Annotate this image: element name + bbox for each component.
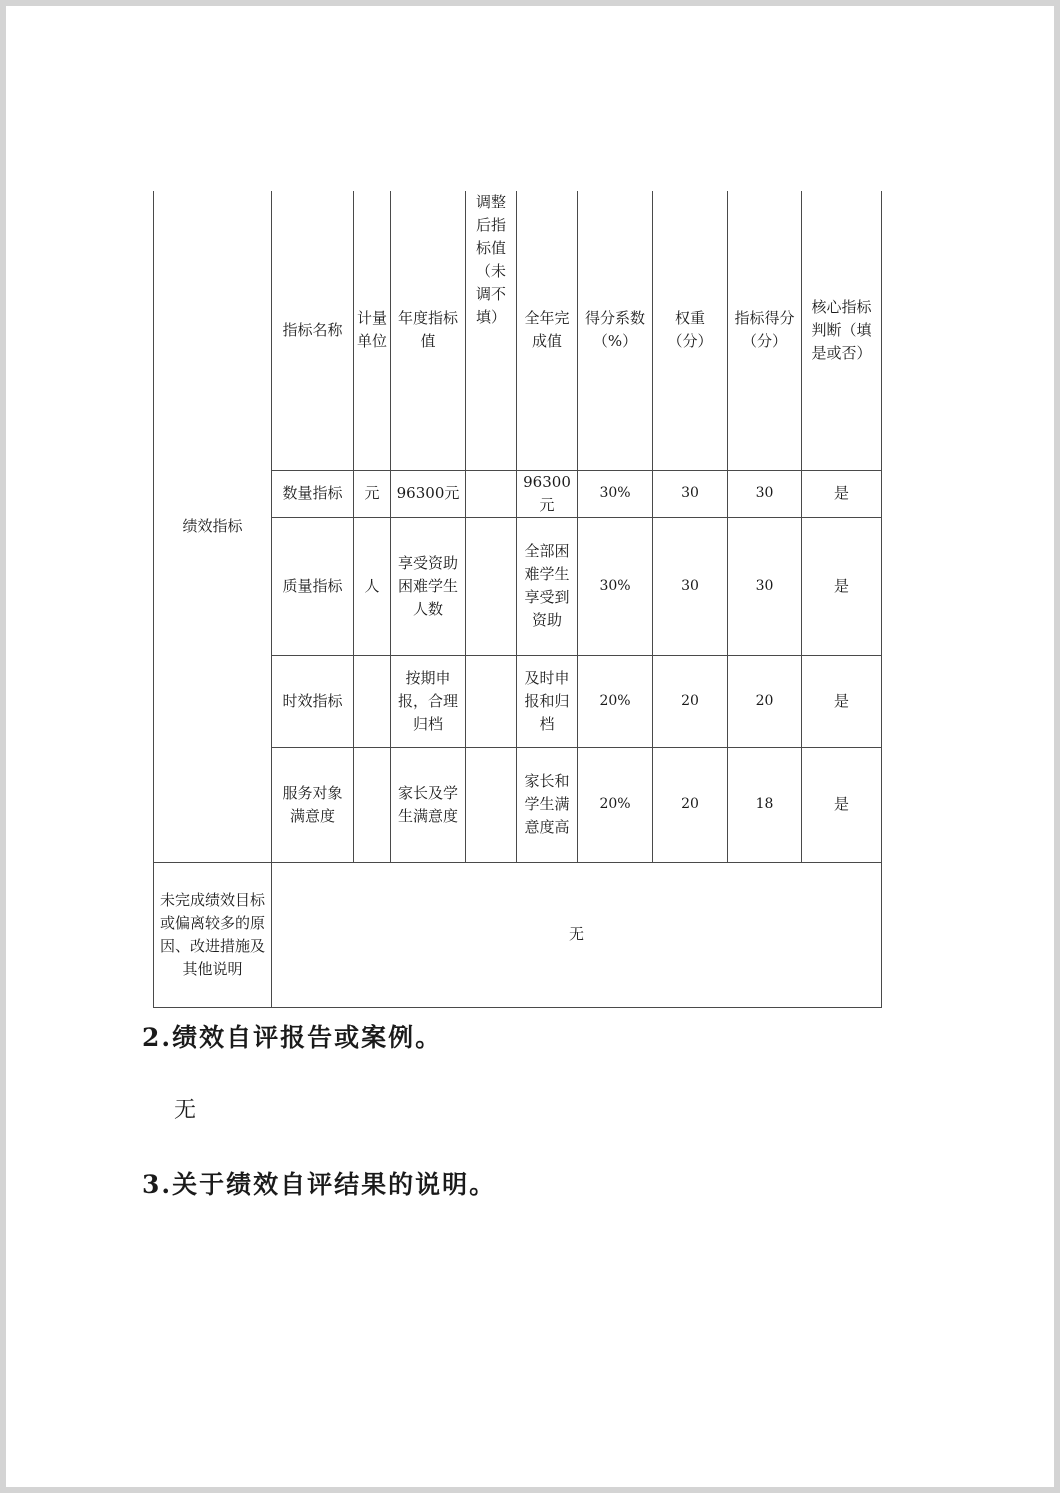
row-weight: 30 — [653, 517, 728, 655]
row-full-year-value: 及时申报和归档 — [517, 655, 578, 747]
row-weight: 20 — [653, 747, 728, 862]
row-weight: 30 — [653, 470, 728, 517]
table-header-row — [154, 191, 882, 470]
row-score-coefficient: 30% — [578, 470, 653, 517]
row-core-indicator: 是 — [802, 747, 882, 862]
header-unit: 计量单位 — [354, 191, 391, 470]
explanation-row — [154, 862, 882, 1007]
header-name: 指标名称 — [272, 191, 354, 470]
section-3-heading: 3.关于绩效自评结果的说明。 — [142, 1170, 497, 1199]
row-adjusted-target — [466, 747, 517, 862]
row-unit: 人 — [354, 517, 391, 655]
header-weight: 权重（分） — [653, 191, 728, 470]
row-name: 服务对象满意度 — [272, 747, 354, 862]
explanation-label: 未完成绩效目标或偏离较多的原因、改进措施及其他说明 — [154, 862, 272, 1007]
section-2-heading: 2.绩效自评报告或案例。 — [142, 1023, 443, 1052]
row-score: 18 — [728, 747, 802, 862]
row-score: 30 — [728, 470, 802, 517]
header-core-indicator: 核心指标判断（填是或否） — [802, 191, 882, 470]
row-name: 数量指标 — [272, 470, 354, 517]
row-unit — [354, 747, 391, 862]
row-core-indicator: 是 — [802, 655, 882, 747]
section-label-cell: 绩效指标 — [154, 191, 272, 862]
header-adjusted-target: 调整后指标值（未调不填） — [466, 191, 517, 470]
row-weight: 20 — [653, 655, 728, 747]
row-core-indicator: 是 — [802, 470, 882, 517]
header-score: 指标得分（分） — [728, 191, 802, 470]
header-score-coefficient: 得分系数（%） — [578, 191, 653, 470]
header-full-year-value: 全年完成值 — [517, 191, 578, 470]
row-score-coefficient: 20% — [578, 747, 653, 862]
performance-indicator-table — [153, 191, 882, 1008]
row-full-year-value: 全部困难学生享受到资助 — [517, 517, 578, 655]
row-unit: 元 — [354, 470, 391, 517]
row-score-coefficient: 20% — [578, 655, 653, 747]
section-2-body: 无 — [174, 1098, 197, 1123]
row-name: 质量指标 — [272, 517, 354, 655]
row-annual-target: 按期申报，合理归档 — [391, 655, 466, 747]
row-annual-target: 享受资助困难学生人数 — [391, 517, 466, 655]
document-page — [6, 6, 1054, 1487]
row-adjusted-target — [466, 517, 517, 655]
row-adjusted-target — [466, 655, 517, 747]
row-score-coefficient: 30% — [578, 517, 653, 655]
header-annual-target: 年度指标值 — [391, 191, 466, 470]
explanation-value: 无 — [272, 862, 882, 1007]
row-name: 时效指标 — [272, 655, 354, 747]
row-core-indicator: 是 — [802, 517, 882, 655]
row-unit — [354, 655, 391, 747]
row-score: 20 — [728, 655, 802, 747]
row-score: 30 — [728, 517, 802, 655]
row-annual-target: 96300元 — [391, 470, 466, 517]
row-adjusted-target — [466, 470, 517, 517]
row-full-year-value: 家长和学生满意度高 — [517, 747, 578, 862]
row-annual-target: 家长及学生满意度 — [391, 747, 466, 862]
row-full-year-value: 96300元 — [517, 470, 578, 517]
